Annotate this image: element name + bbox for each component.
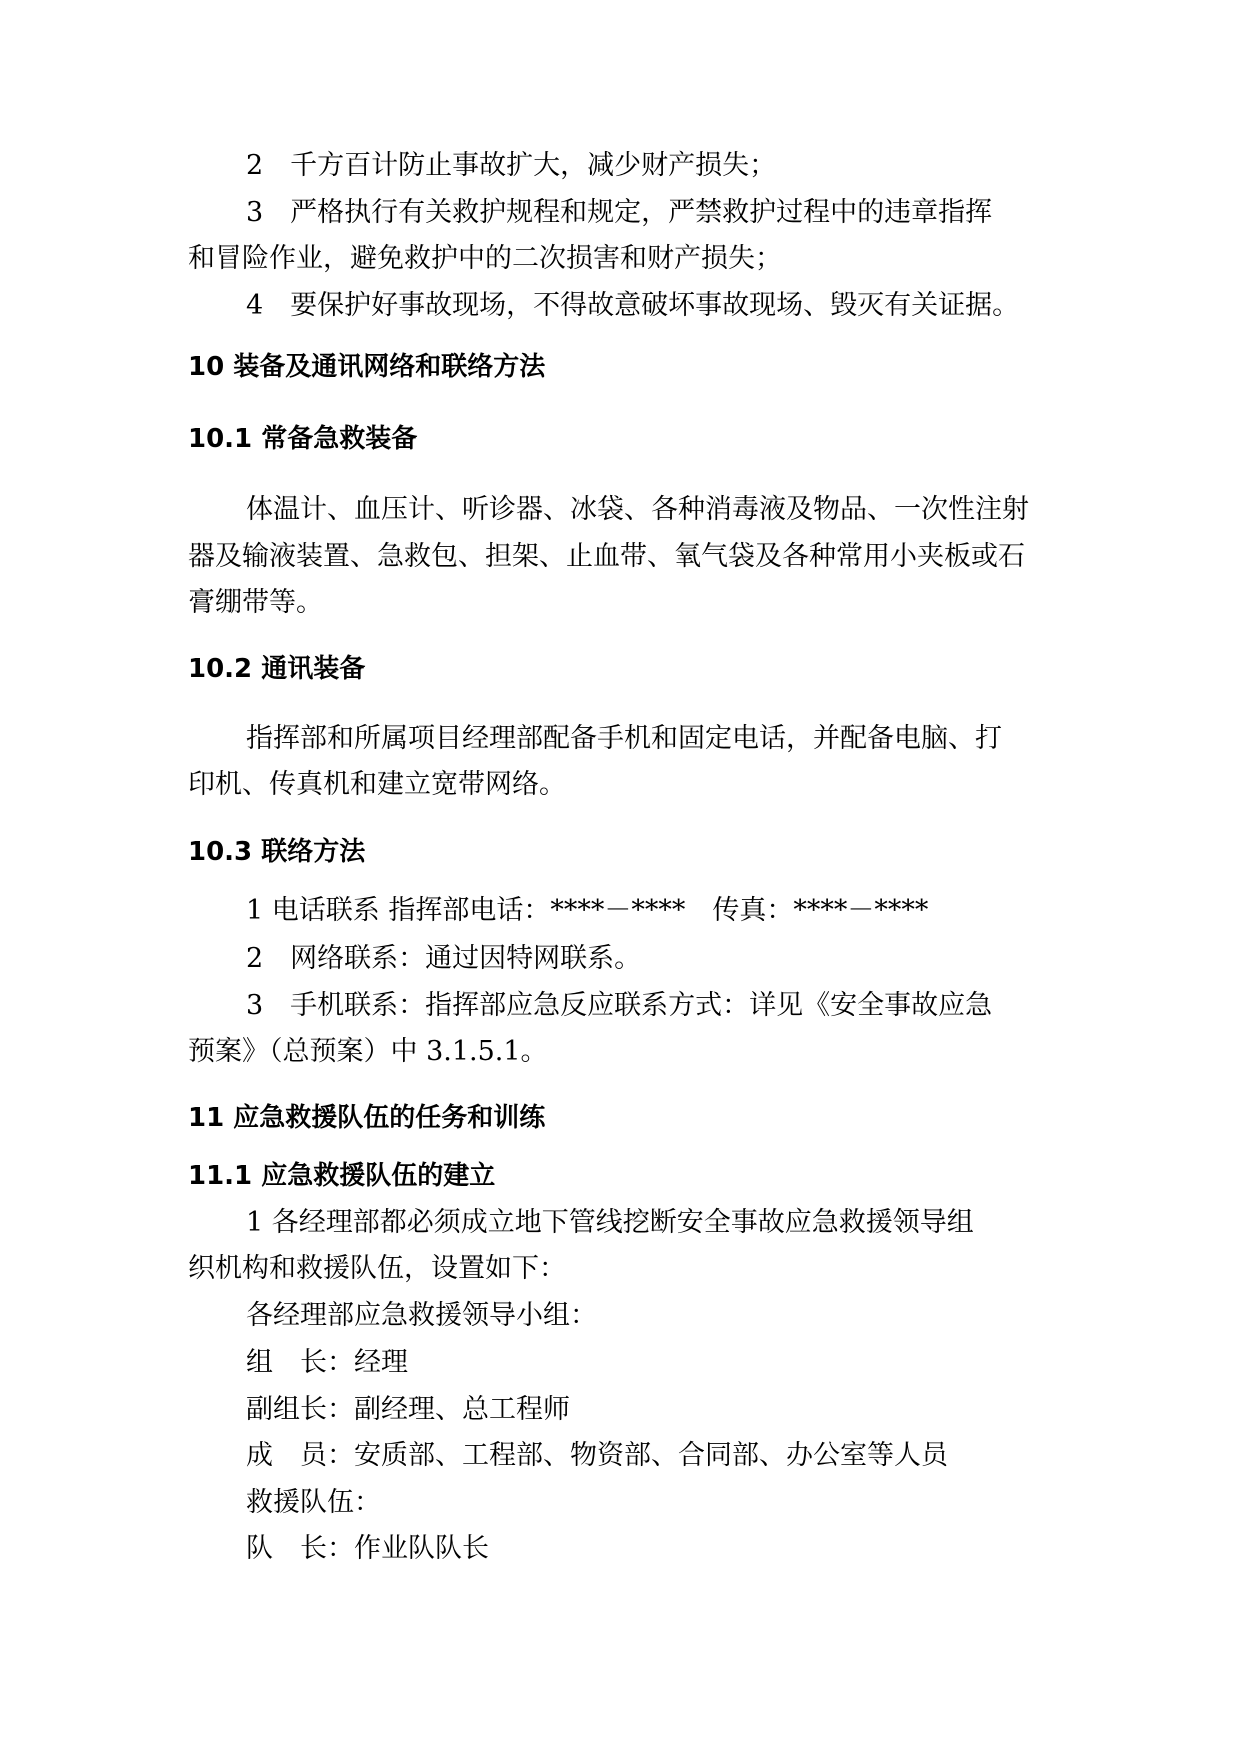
paragraph-line: 2 千方百计防止事故扩大，减少财产损失； <box>246 150 777 181</box>
subsection-heading: 10.2 通讯装备 <box>188 654 366 684</box>
paragraph-line: 2 网络联系：通过因特网联系。 <box>246 943 642 974</box>
section-heading: 10 装备及通讯网络和联络方法 <box>188 352 546 382</box>
paragraph-line: 印机、传真机和建立宽带网络。 <box>188 769 566 800</box>
paragraph-line: 膏绷带等。 <box>188 587 323 618</box>
paragraph-line: 组 长：经理 <box>246 1347 408 1378</box>
paragraph-line: 织机构和救援队伍，设置如下： <box>188 1253 566 1284</box>
subsection-heading: 11.1 应急救援队伍的建立 <box>188 1161 496 1191</box>
paragraph-line: 1 电话联系 指挥部电话：****－**** 传真：****－**** <box>246 895 929 926</box>
paragraph-line: 预案》（总预案）中 3.1.5.1。 <box>188 1036 548 1067</box>
paragraph-line: 副组长：副经理、总工程师 <box>246 1394 570 1425</box>
paragraph-line: 队 长：作业队队长 <box>246 1533 489 1564</box>
paragraph-line: 救援队伍： <box>246 1487 381 1518</box>
paragraph-line: 体温计、血压计、听诊器、冰袋、各种消毒液及物品、一次性注射 <box>246 494 1029 525</box>
paragraph-line: 3 手机联系：指挥部应急反应联系方式：详见《安全事故应急 <box>246 990 993 1021</box>
paragraph-line: 器及输液装置、急救包、担架、止血带、氧气袋及各种常用小夹板或石 <box>188 541 1025 572</box>
paragraph-line: 成 员：安质部、工程部、物资部、合同部、办公室等人员 <box>246 1440 948 1471</box>
paragraph-line: 指挥部和所属项目经理部配备手机和固定电话，并配备电脑、打 <box>246 723 1002 754</box>
paragraph-line: 3 严格执行有关救护规程和规定，严禁救护过程中的违章指挥 <box>246 197 993 228</box>
paragraph-line: 4 要保护好事故现场，不得故意破坏事故现场、毁灭有关证据。 <box>246 290 1020 321</box>
subsection-heading: 10.3 联络方法 <box>188 837 366 867</box>
paragraph-line: 各经理部应急救援领导小组： <box>246 1300 597 1331</box>
paragraph-line: 1 各经理部都必须成立地下管线挖断安全事故应急救援领导组 <box>246 1207 974 1238</box>
subsection-heading: 10.1 常备急救装备 <box>188 424 418 454</box>
paragraph-line: 和冒险作业，避免救护中的二次损害和财产损失； <box>188 243 782 274</box>
section-heading: 11 应急救援队伍的任务和训练 <box>188 1103 546 1133</box>
